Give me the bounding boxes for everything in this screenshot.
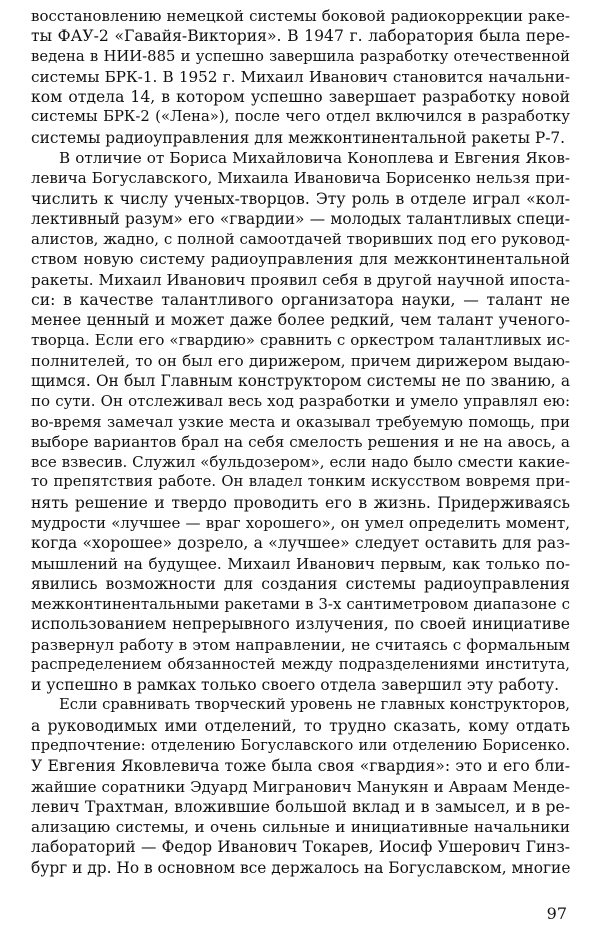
paragraph-2-line-14: во-время замечал узкие места и оказывал требуемую помощь, при: [31, 412, 570, 431]
paragraph-1-line-2: ты ФАУ-2 «Гавайя-Виктория». В 1947 г. лаборатория была пере-: [31, 27, 570, 46]
paragraph-1-line-3: ведена в НИИ-885 и успешно завершила разработку отечественной: [31, 47, 570, 65]
paragraph-2-line-3: числить к числу ученых-творцов. Эту роль в отделе играл «кол-: [31, 189, 570, 208]
paragraph-2-line-16: все взвесив. Служил «бульдозером», если надо было смести какие-: [31, 453, 570, 472]
paragraph-2-line-8: си: в качестве талантливого организатора науки, — талант не: [31, 290, 570, 309]
paragraph-2-line-20: когда «хорошее» дозрело, а «лучшее» следует оставить для раз-: [31, 534, 570, 553]
paragraph-2-line-27: и успешно в рамках только своего отдела завершил эту работу.: [31, 676, 560, 695]
paragraph-3-line-9: бург и др. Но в основном все держалось на Богуславском, многие: [31, 858, 571, 877]
paragraph-3-line-2: а руководимых ими отделений, то трудно сказать, кому отдать: [31, 716, 570, 735]
paragraph-1-line-4: системы БРК-1. В 1952 г. Михаил Иванович становится начальни-: [31, 67, 570, 86]
paragraph-3-line-6: левич Трахтман, вложившие большой вклад и в замысел, и в ре-: [31, 797, 570, 816]
paragraph-3-line-5: жайшие соратники Эдуард Мигранович Манукян и Авраам Менде-: [31, 777, 570, 796]
paragraph-2-line-1: В отличие от Бориса Михайловича Коноплева и Евгения Яков-: [59, 148, 570, 167]
paragraph-2-line-5: алистов, жадно, с полной самоотдачей творивших под его руковод-: [31, 230, 570, 249]
paragraph-3-line-3: предпочтение: отделению Богуславского или отделению Борисенко.: [31, 737, 570, 755]
paragraph-2-line-15: выборе вариантов брал на себя смелость решения и не на авось, а: [31, 432, 570, 451]
paragraph-2-line-19: мудрости «лучшее — враг хорошего», он умел определить момент,: [31, 513, 570, 532]
paragraph-1-line-1: восстановлению немецкой системы боковой радиокоррекции раке-: [31, 7, 570, 25]
paragraph-3-line-4: У Евгения Яковлевича тоже была своя «гвардия»: это и его бли-: [31, 757, 570, 776]
paragraph-3-line-1: Если сравнивать творческий уровень не главных конструкторов,: [59, 696, 570, 714]
paragraph-2-line-6: ством новую систему радиоуправления для межконтинентальной: [31, 250, 570, 269]
paragraph-3-line-7: ализацию системы, и очень сильные и инициативные начальники: [31, 818, 570, 837]
paragraph-2-line-23: межконтинентальными ракетами в 3-х сантиметровом диапазоне с: [31, 595, 570, 614]
page-number: 97: [546, 904, 567, 923]
paragraph-1-line-5: ком отдела 14, в котором успешно завершает разработку новой: [31, 88, 570, 107]
paragraph-2-line-21: мышлений на будущее. Михаил Иванович первым, как только по-: [31, 554, 570, 573]
paragraph-2-line-2: левича Богуславского, Михаила Ивановича Борисенко нельзя при-: [31, 169, 570, 188]
paragraph-1-line-6: системы БРК-2 («Лена»), после чего отдел включился в разработку: [31, 108, 570, 126]
paragraph-2-line-4: лективный разум» его «гвардии» — молодых талантливых специ-: [31, 209, 570, 228]
paragraph-2-line-9: менее ценный и может даже более редкий, чем талант ученого-: [31, 311, 570, 330]
paragraph-2-line-18: нять решение и твердо проводить его в жизнь. Придерживаясь: [31, 493, 570, 512]
paragraph-2-line-26: распределением обязанностей между подразделениями института,: [31, 655, 570, 673]
paragraph-2-line-10: творца. Если его «гвардию» сравнить с оркестром талантливых ис-: [31, 331, 570, 350]
paragraph-1-line-7: системы радиоуправления для межконтинентальной ракеты Р-7.: [31, 128, 566, 147]
paragraph-2-line-22: явились возможности для создания системы радиоуправления: [31, 574, 570, 593]
paragraph-2-line-7: ракеты. Михаил Иванович проявил себя в другой научной ипоста-: [31, 270, 570, 289]
paragraph-2-line-11: полнителей, то он был его дирижером, причем дирижером выдаю-: [31, 351, 570, 370]
paragraph-2-line-17: то препятствия работе. Он владел тонким искусством вовремя при-: [31, 473, 570, 491]
paragraph-2-line-24: использованием непрерывного излучения, по своей инициативе: [31, 615, 570, 634]
paragraph-2-line-25: развернул работу в этом направлении, не считаясь с формальным: [31, 635, 570, 654]
paragraph-3-line-8: лабораторий — Федор Иванович Токарев, Иосиф Ушерович Гинз-: [31, 838, 570, 857]
paragraph-2-line-12: щимся. Он был Главным конструктором системы не по званию, а: [31, 372, 570, 391]
paragraph-2-line-13: по сути. Он отслеживал весь ход разработки и умело управлял ею:: [31, 392, 570, 411]
